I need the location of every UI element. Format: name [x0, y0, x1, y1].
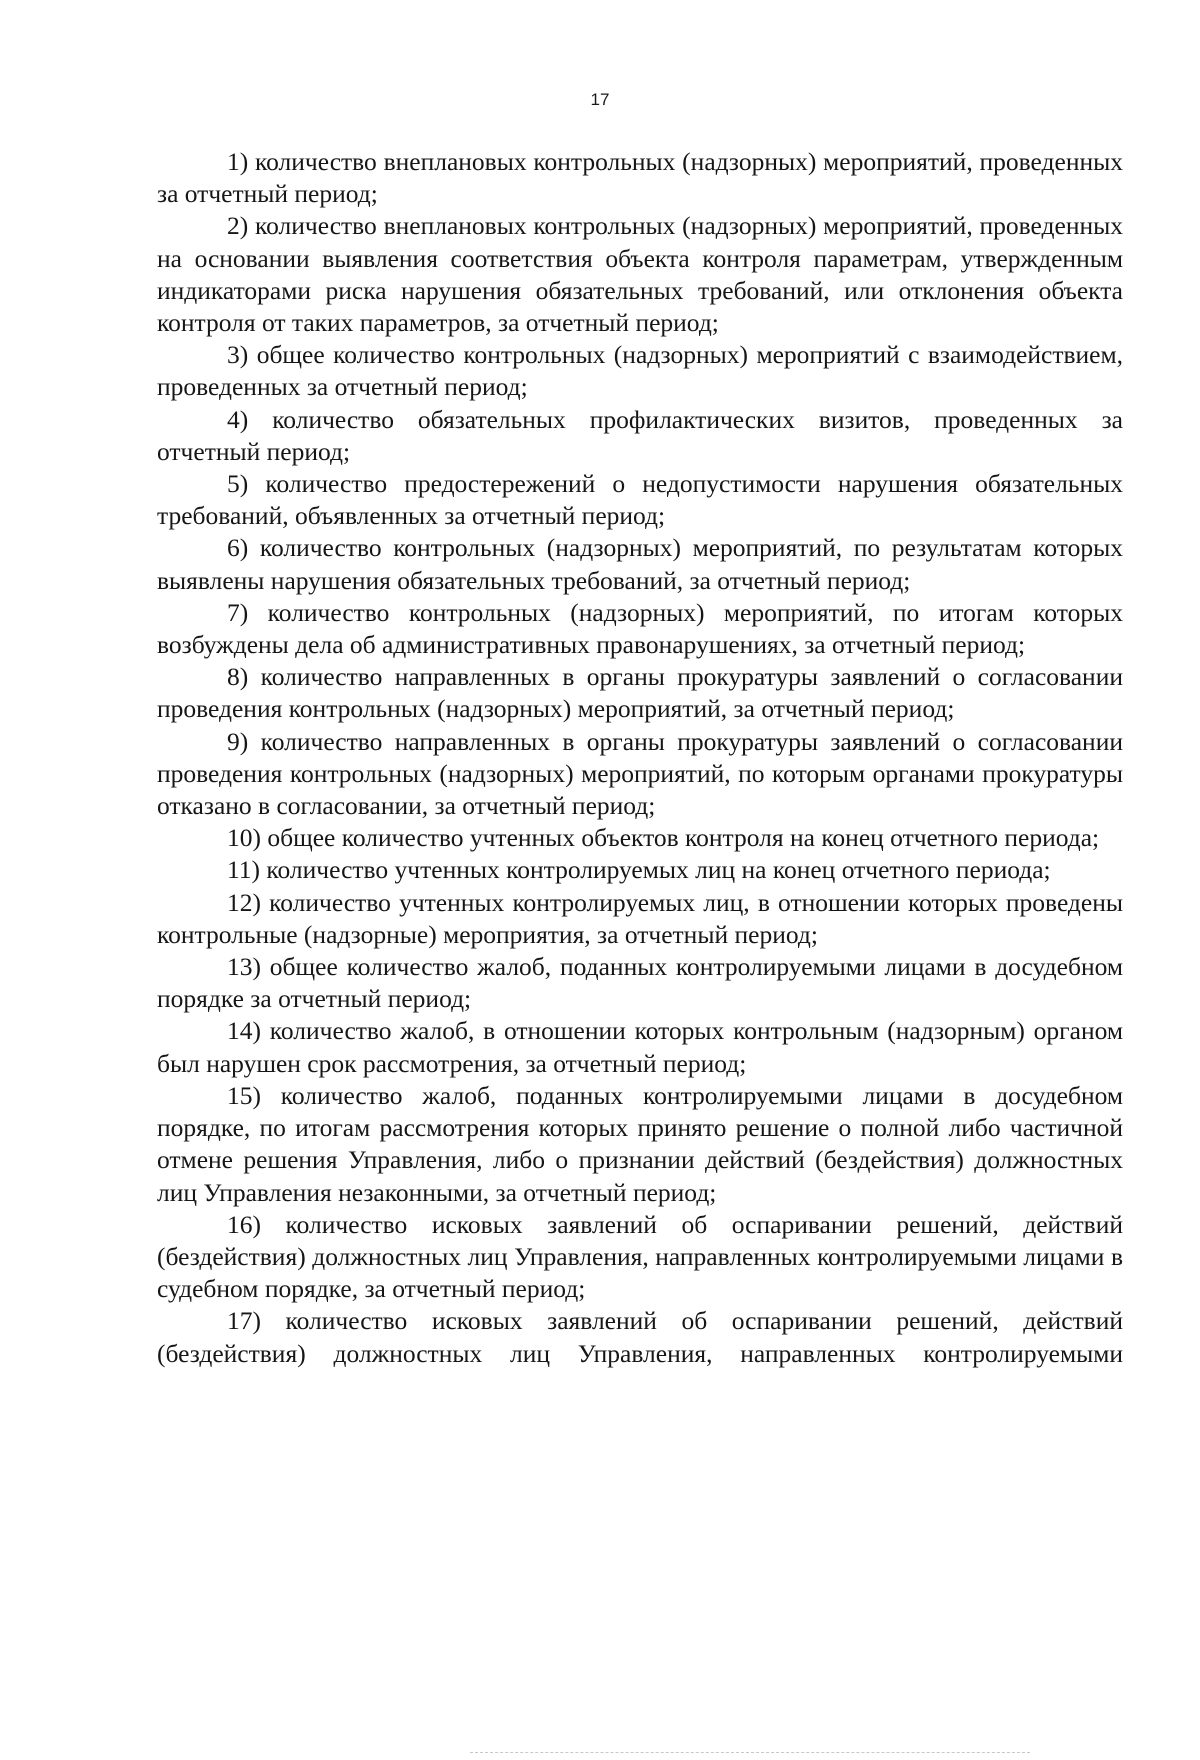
list-item-15: 15) количество жалоб, поданных контролируемыми лицами в досудебном порядке, по итогам рассмотрения которых принято решение о полной либо частичной отмене решения Управления, либо о признании действий (бездействия) должностных лиц Управления незаконными, за отчетный период;: [157, 1080, 1123, 1207]
list-item-8: 8) количество направленных в органы прокуратуры заявлений о согласовании проведения контрольных (надзорных) мероприятий, за отчетный период;: [157, 662, 1123, 724]
list-item-6: 6) количество контрольных (надзорных) мероприятий, по результатам которых выявлены нарушения обязательных требований, за отчетный период;: [157, 533, 1123, 595]
list-item-5: 5) количество предостережений о недопустимости нарушения обязательных требований, объявленных за отчетный период;: [157, 469, 1123, 531]
list-item-9: 9) количество направленных в органы прокуратуры заявлений о согласовании проведения контрольных (надзорных) мероприятий, по которым органами прокуратуры отказано в согласовании, за отчетный период;: [157, 726, 1123, 821]
list-item-11: 11) количество учтенных контролируемых лиц на конец отчетного периода;: [227, 855, 1051, 885]
list-item-17: 17) количество исковых заявлений об оспаривании решений, действий (бездействия) должностных лиц Управления, направленных контролируемыми: [157, 1306, 1123, 1368]
list-item-13: 13) общее количество жалоб, поданных контролируемыми лицами в досудебном порядке за отчетный период;: [157, 952, 1123, 1014]
list-item-4: 4) количество обязательных профилактических визитов, проведенных за отчетный период;: [157, 404, 1123, 466]
list-item-16: 16) количество исковых заявлений об оспаривании решений, действий (бездействия) должностных лиц Управления, направленных контролируемыми лицами в судебном порядке, за отчетный период;: [157, 1209, 1123, 1304]
list-item-2: 2) количество внеплановых контрольных (надзорных) мероприятий, проведенных на основании выявления соответствия объекта контроля параметрам, утвержденным индикаторами риска нарушения обязательных требований, или отклонения объекта контроля от таких параметров, за отчетный период;: [157, 211, 1123, 338]
list-item-7: 7) количество контрольных (надзорных) мероприятий, по итогам которых возбуждены дела об административных правонарушениях, за отчетный период;: [157, 597, 1123, 660]
document-body: [157, 146, 1123, 1370]
list-item-14: 14) количество жалоб, в отношении которых контрольным (надзорным) органом был нарушен срок рассмотрения, за отчетный период;: [157, 1016, 1123, 1078]
scan-edge-line: [470, 1752, 1030, 1753]
list-item-3: 3) общее количество контрольных (надзорных) мероприятий с взаимодействием, проведенных за отчетный период;: [157, 340, 1123, 402]
page-number: 17: [590, 90, 610, 109]
list-item-10: 10) общее количество учтенных объектов контроля на конец отчетного периода;: [227, 823, 1100, 853]
list-item-12: 12) количество учтенных контролируемых лиц, в отношении которых проведены контрольные (надзорные) мероприятия, за отчетный период;: [157, 887, 1123, 949]
list-item-1: 1) количество внеплановых контрольных (надзорных) мероприятий, проведенных за отчетный период;: [157, 147, 1123, 209]
